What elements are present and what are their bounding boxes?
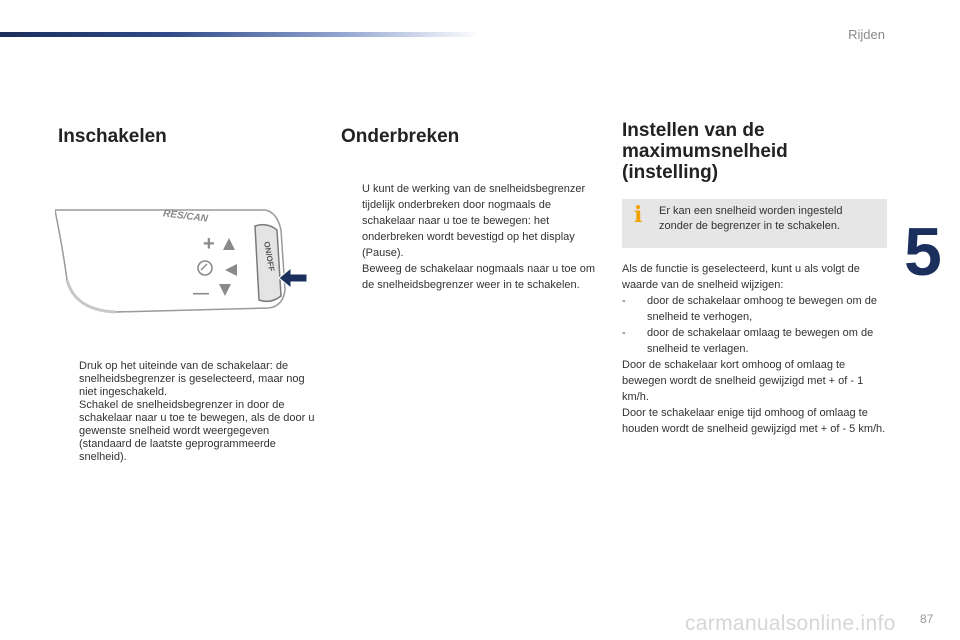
info-icon: i <box>634 202 643 228</box>
dash-marker: - <box>622 327 626 339</box>
intro-text: Als de functie is geselecteerd, kunt u als volgt de waarde van de snelheid wijzigen: <box>622 263 860 291</box>
heading-line-2: maximumsnelheid (instelling) <box>622 141 788 183</box>
chapter-number: 5 <box>898 212 960 292</box>
dash-marker: - <box>622 295 626 307</box>
instellen-text <box>622 261 887 437</box>
minus-label: — <box>193 285 209 302</box>
plus-label: + <box>203 233 215 255</box>
list-item <box>58 360 320 399</box>
dash-text: door de schakelaar omlaag te bewegen om de snelheid te verlagen. <box>647 327 874 355</box>
list-item <box>58 399 320 464</box>
bullet-text: Beweeg de schakelaar nogmaals naar u toe om de snelheidsbegrenzer weer in te schakelen. <box>362 263 595 291</box>
bullet-text: U kunt de werking van de snelheidsbegrenzer tijdelijk onderbreken door nogmaals de schakelaar naar u toe te bewegen: het onderbreken wordt bevestigd op het display (Pause). <box>362 183 586 259</box>
heading-instellen <box>622 120 887 183</box>
dash-text: door de schakelaar omhoog te bewegen om de snelheid te verhogen, <box>647 295 877 323</box>
paragraph-long-press: Door te schakelaar enige tijd omhoog of omlaag te houden wordt de snelheid gewijzigd met + of - 5 km/h. <box>622 407 886 435</box>
info-text: Er kan een snelheid worden ingesteld zonder de begrenzer in te schakelen. <box>659 205 843 232</box>
list-item <box>341 261 603 293</box>
stalk-body <box>55 210 285 312</box>
header-color-bar <box>0 32 480 37</box>
dash-item <box>622 325 887 357</box>
on-off-label: ON/OFF <box>262 240 277 273</box>
heading-onderbreken: Onderbreken <box>341 126 460 147</box>
heading-inschakelen: Inschakelen <box>58 126 167 147</box>
list-item <box>341 181 603 261</box>
section-title: Rijden <box>848 27 885 42</box>
stalk-switch-illustration <box>55 190 315 330</box>
heading-line-1: Instellen van de <box>622 120 765 141</box>
bullet-text: Schakel de snelheidsbegrenzer in door de schakelaar naar u toe te bewegen, als de door u gewenste snelheid wordt weergegeven (standaard de laatste geprogrammeerde snelheid). <box>79 399 315 463</box>
page-number: 87 <box>920 612 934 626</box>
watermark: carmanualsonline.info <box>685 612 896 635</box>
column-instellen <box>622 120 887 437</box>
column-onderbreken <box>341 120 603 293</box>
paragraph-short-press: Door de schakelaar kort omhoog of omlaag te bewegen wordt de snelheid gewijzigd met + of - 1 km/h. <box>622 359 864 403</box>
bullet-text: Druk op het uiteinde van de schakelaar: de snelheidsbegrenzer is geselecteerd, maar nog niet ingeschakeld. <box>79 360 305 398</box>
bullet-list-inschakelen <box>58 360 320 464</box>
dash-item <box>622 293 887 325</box>
info-box <box>622 199 887 248</box>
res-can-label: RES/CAN <box>162 208 209 225</box>
bullet-list-onderbreken <box>341 181 603 293</box>
